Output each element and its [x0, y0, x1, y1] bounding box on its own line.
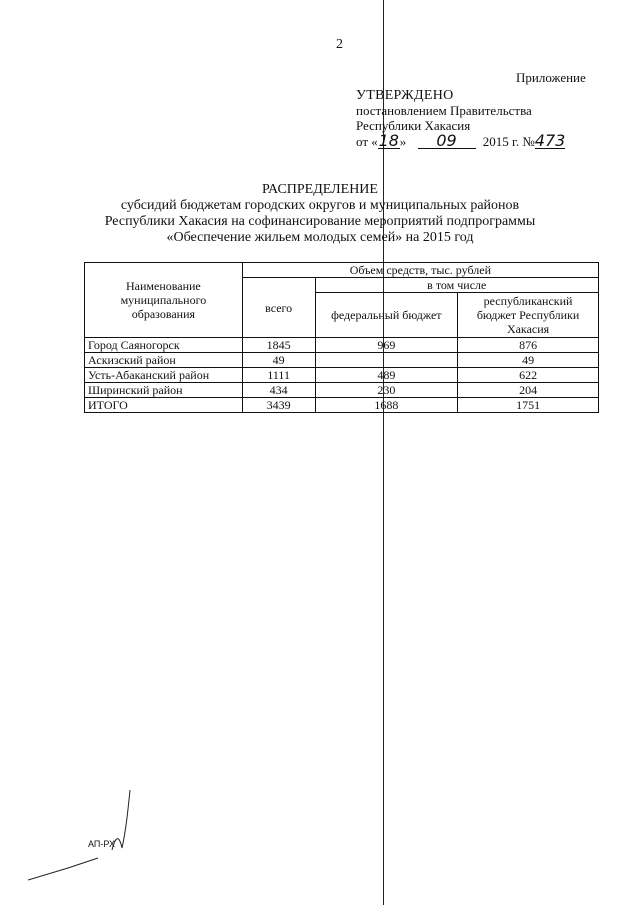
row-name: Город Саяногорск	[85, 338, 243, 353]
table-row	[85, 353, 599, 368]
row-total: 1845	[242, 338, 315, 353]
subsidy-table	[84, 262, 599, 413]
handwritten-signature	[28, 790, 138, 890]
row-total: 1111	[242, 368, 315, 383]
date-month: 09	[418, 134, 476, 149]
date-prefix: от «	[356, 134, 378, 149]
row-republic: 1751	[458, 398, 599, 413]
header-name: Наименование муниципального образования	[85, 263, 243, 338]
row-total: 434	[242, 383, 315, 398]
row-federal	[315, 353, 458, 368]
table-header-row	[85, 263, 599, 278]
stamp-code: АП-РХ	[88, 839, 115, 849]
table-row	[85, 338, 599, 353]
decree-line-1: постановлением Правительства	[356, 103, 532, 118]
title-line-2: субсидий бюджетам городских округов и муниципальных районов	[120, 198, 520, 213]
row-republic: 49	[458, 353, 599, 368]
header-republic: республиканский бюджет Республики Хакасия	[458, 293, 599, 338]
row-republic: 622	[458, 368, 599, 383]
row-republic: 204	[458, 383, 599, 398]
row-federal: 489	[315, 368, 458, 383]
title-line-4: «Обеспечение жильем молодых семей» на 2015 год	[166, 230, 474, 245]
row-total: 3439	[242, 398, 315, 413]
decree-line-2: Республики Хакасия	[356, 118, 471, 133]
row-name: Аскизский район	[85, 353, 243, 368]
table-row	[85, 383, 599, 398]
row-federal: 969	[315, 338, 458, 353]
row-name: Усть-Абаканский район	[85, 368, 243, 383]
approved-label: УТВЕРЖДЕНО	[356, 88, 454, 103]
row-federal: 1688	[315, 398, 458, 413]
header-total: всего	[242, 278, 315, 338]
page-number: 2	[336, 37, 343, 52]
appendix-label: Приложение	[516, 70, 586, 85]
row-republic: 876	[458, 338, 599, 353]
header-federal: федеральный бюджет	[315, 293, 458, 338]
title-line-3: Республики Хакасия на софинансирование мероприятий подпрограммы	[104, 214, 536, 229]
decree-date-line	[356, 131, 566, 150]
table-row	[85, 368, 599, 383]
document-title: РАСПРЕДЕЛЕНИЕ	[262, 182, 378, 197]
table-total-row	[85, 398, 599, 413]
date-year: 2015 г. №	[482, 134, 535, 149]
row-name: Ширинский район	[85, 383, 243, 398]
row-federal: 230	[315, 383, 458, 398]
date-day: 18	[378, 131, 399, 150]
row-name: ИТОГО	[85, 398, 243, 413]
decree-number: 473	[534, 131, 566, 150]
header-including: в том числе	[315, 278, 598, 293]
row-total: 49	[242, 353, 315, 368]
date-mid: »	[399, 134, 407, 149]
header-volume: Объем средств, тыс. рублей	[242, 263, 598, 278]
